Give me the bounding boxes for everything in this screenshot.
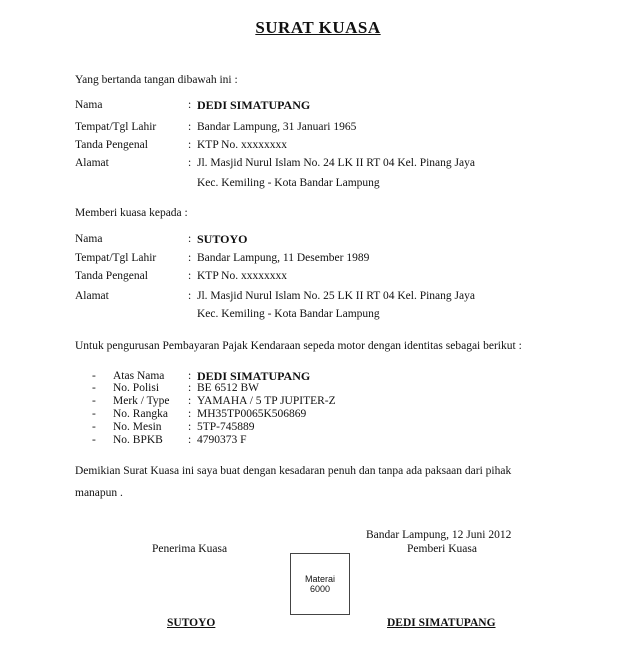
receiver-signature-name: SUTOYO [167, 617, 216, 629]
list-bullet: - [92, 408, 96, 420]
list-bullet: - [92, 421, 96, 433]
vehicle-value: DEDI SIMATUPANG [197, 369, 311, 383]
grantor-id-value: KTP No. xxxxxxxx [197, 139, 287, 151]
colon: : [188, 233, 192, 245]
closing-text-line2: manapun . [75, 487, 123, 499]
materai-stamp [290, 553, 350, 615]
colon: : [188, 99, 192, 111]
grantor-address-value: Jl. Masjid Nurul Islam No. 24 LK II RT 04 Kel. Pinang Jaya [197, 157, 475, 169]
list-bullet: - [92, 434, 96, 446]
colon: : [188, 395, 192, 407]
intro-text: Yang bertanda tangan dibawah ini : [75, 74, 238, 86]
place-date: Bandar Lampung, 12 Juni 2012 [366, 529, 512, 541]
stamp-text: Materai [304, 574, 335, 584]
grantee-birth-label: Tempat/Tgl Lahir [75, 252, 157, 264]
purpose-text: Untuk pengurusan Pembayaran Pajak Kendaraan sepeda motor dengan identitas sebagai berikut : [75, 340, 522, 352]
closing-text: Demikian Surat Kuasa ini saya buat dengan kesadaran penuh dan tanpa ada paksaan dari pihak [75, 465, 512, 477]
list-bullet: - [92, 395, 96, 407]
grantor-birth-value: Bandar Lampung, 31 Januari 1965 [197, 121, 357, 133]
grantee-address-value: Jl. Masjid Nurul Islam No. 25 LK II RT 04 Kel. Pinang Jaya [197, 290, 475, 302]
grantee-name-value: SUTOYO [197, 232, 248, 246]
vehicle-label: Merk / Type [113, 395, 170, 407]
vehicle-label: No. Mesin [113, 421, 162, 433]
grantee-address-line2: Kec. Kemiling - Kota Bandar Lampung [197, 308, 380, 320]
vehicle-label: Atas Nama [113, 370, 165, 382]
list-bullet: - [92, 370, 96, 382]
grantor-id-label: Tanda Pengenal [75, 139, 148, 151]
document-title: SURAT KUASA [255, 18, 381, 37]
grantee-birth-value: Bandar Lampung, 11 Desember 1989 [197, 252, 370, 264]
vehicle-label: No. Rangka [113, 408, 168, 420]
vehicle-label: No. BPKB [113, 434, 163, 446]
grantor-address-label: Alamat [75, 157, 109, 169]
grantee-address-label: Alamat [75, 290, 109, 302]
list-bullet: - [92, 382, 96, 394]
grantee-id-value: KTP No. xxxxxxxx [197, 270, 287, 282]
giver-label: Pemberi Kuasa [407, 543, 477, 555]
vehicle-value: MH35TP0065K506869 [197, 408, 307, 420]
colon: : [188, 270, 192, 282]
colon: : [188, 370, 192, 382]
vehicle-value: 4790373 F [197, 434, 247, 446]
colon: : [188, 408, 192, 420]
receiver-label: Penerima Kuasa [152, 543, 228, 555]
colon: : [188, 157, 192, 169]
colon: : [188, 139, 192, 151]
giver-signature-name: DEDI SIMATUPANG [387, 617, 496, 629]
colon: : [188, 121, 192, 133]
grantee-id-label: Tanda Pengenal [75, 270, 148, 282]
vehicle-value: YAMAHA / 5 TP JUPITER-Z [197, 395, 336, 407]
grantor-birth-label: Tempat/Tgl Lahir [75, 121, 157, 133]
grantor-name-label: Nama [75, 99, 103, 111]
colon: : [188, 252, 192, 264]
stamp-value: 6000 [309, 584, 331, 594]
colon: : [188, 382, 192, 394]
grantor-address-line2: Kec. Kemiling - Kota Bandar Lampung [197, 177, 380, 189]
colon: : [188, 290, 192, 302]
grant-intro-text: Memberi kuasa kepada : [75, 207, 188, 219]
vehicle-value: BE 6512 BW [197, 382, 259, 394]
vehicle-label: No. Polisi [113, 382, 160, 394]
colon: : [188, 421, 192, 433]
grantee-name-label: Nama [75, 233, 103, 245]
grantor-name-value: DEDI SIMATUPANG [197, 98, 311, 112]
colon: : [188, 434, 192, 446]
vehicle-value: 5TP-745889 [197, 421, 255, 433]
